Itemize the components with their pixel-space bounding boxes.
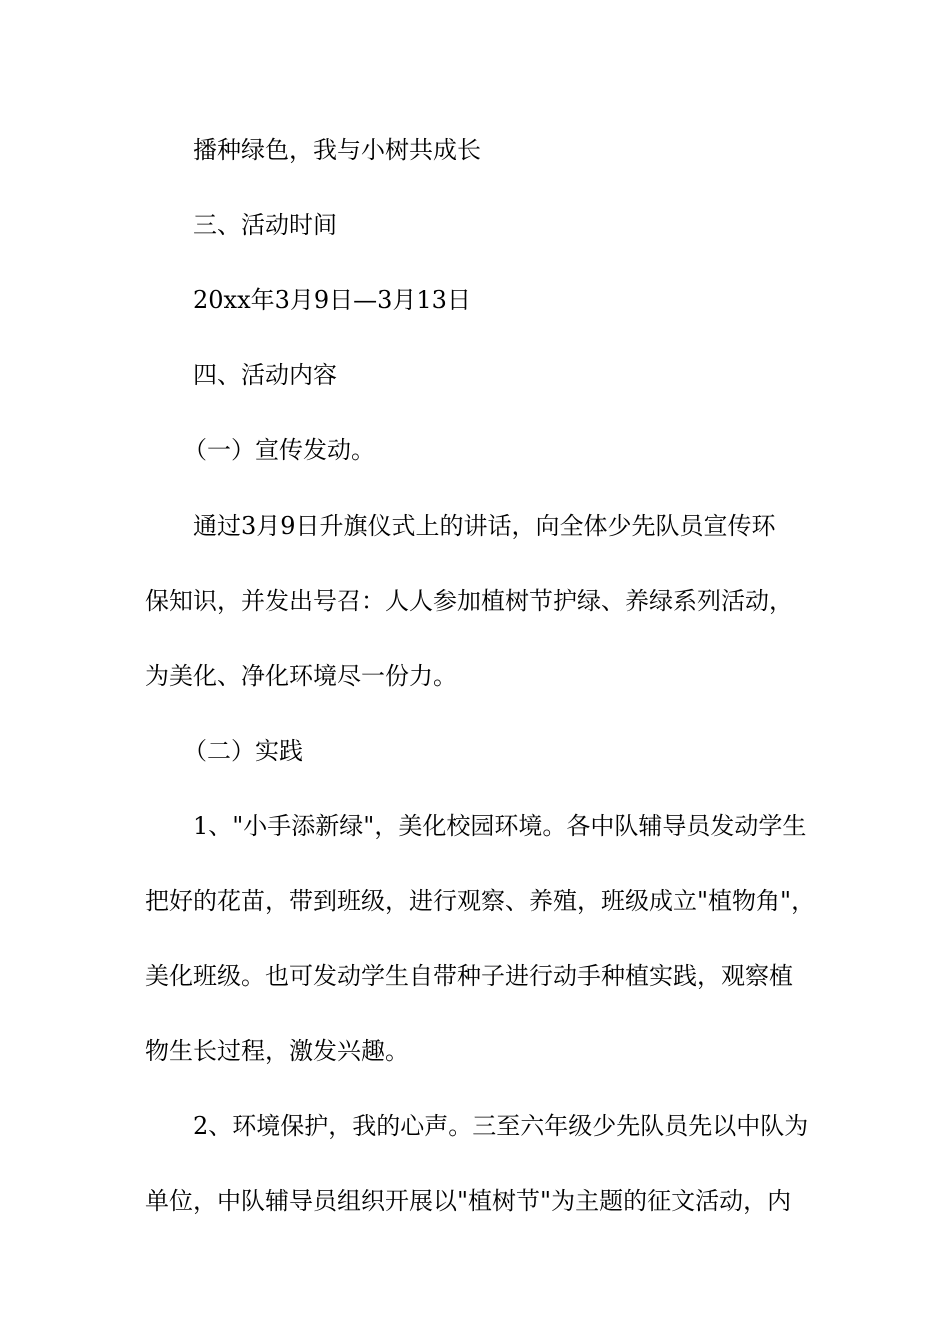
paragraph-line: 1、"小手添新绿"，美化校园环境。各中队辅导员发动学生 [193, 812, 807, 840]
paragraph-line: 单位，中队辅导员组织开展以"植树节"为主题的征文活动，内 [145, 1187, 792, 1215]
paragraph-line: 物生长过程，激发兴趣。 [145, 1037, 409, 1065]
section-heading-activity-time: 三、活动时间 [193, 211, 337, 239]
paragraph-line: 通过3月9日升旗仪式上的讲话，向全体少先队员宣传环 [193, 512, 776, 540]
activity-date-line: 20xx年3月9日—3月13日 [193, 286, 471, 314]
paragraph-line: 美化班级。也可发动学生自带种子进行动手种植实践，观察植 [145, 962, 793, 990]
paragraph-line: 为美化、净化环境尽一份力。 [145, 662, 457, 690]
paragraph-line: 把好的花苗，带到班级，进行观察、养殖，班级成立"植物角"， [145, 887, 815, 915]
subsection-heading-practice: （二）实践 [183, 737, 303, 765]
paragraph-line: 2、环境保护，我的心声。三至六年级少先队员先以中队为 [193, 1112, 809, 1140]
paragraph-line: 保知识，并发出号召：人人参加植树节护绿、养绿系列活动， [145, 587, 793, 615]
section-heading-activity-content: 四、活动内容 [193, 361, 337, 389]
subsection-heading-publicity: （一）宣传发动。 [183, 436, 375, 464]
theme-line: 播种绿色，我与小树共成长 [193, 136, 481, 164]
